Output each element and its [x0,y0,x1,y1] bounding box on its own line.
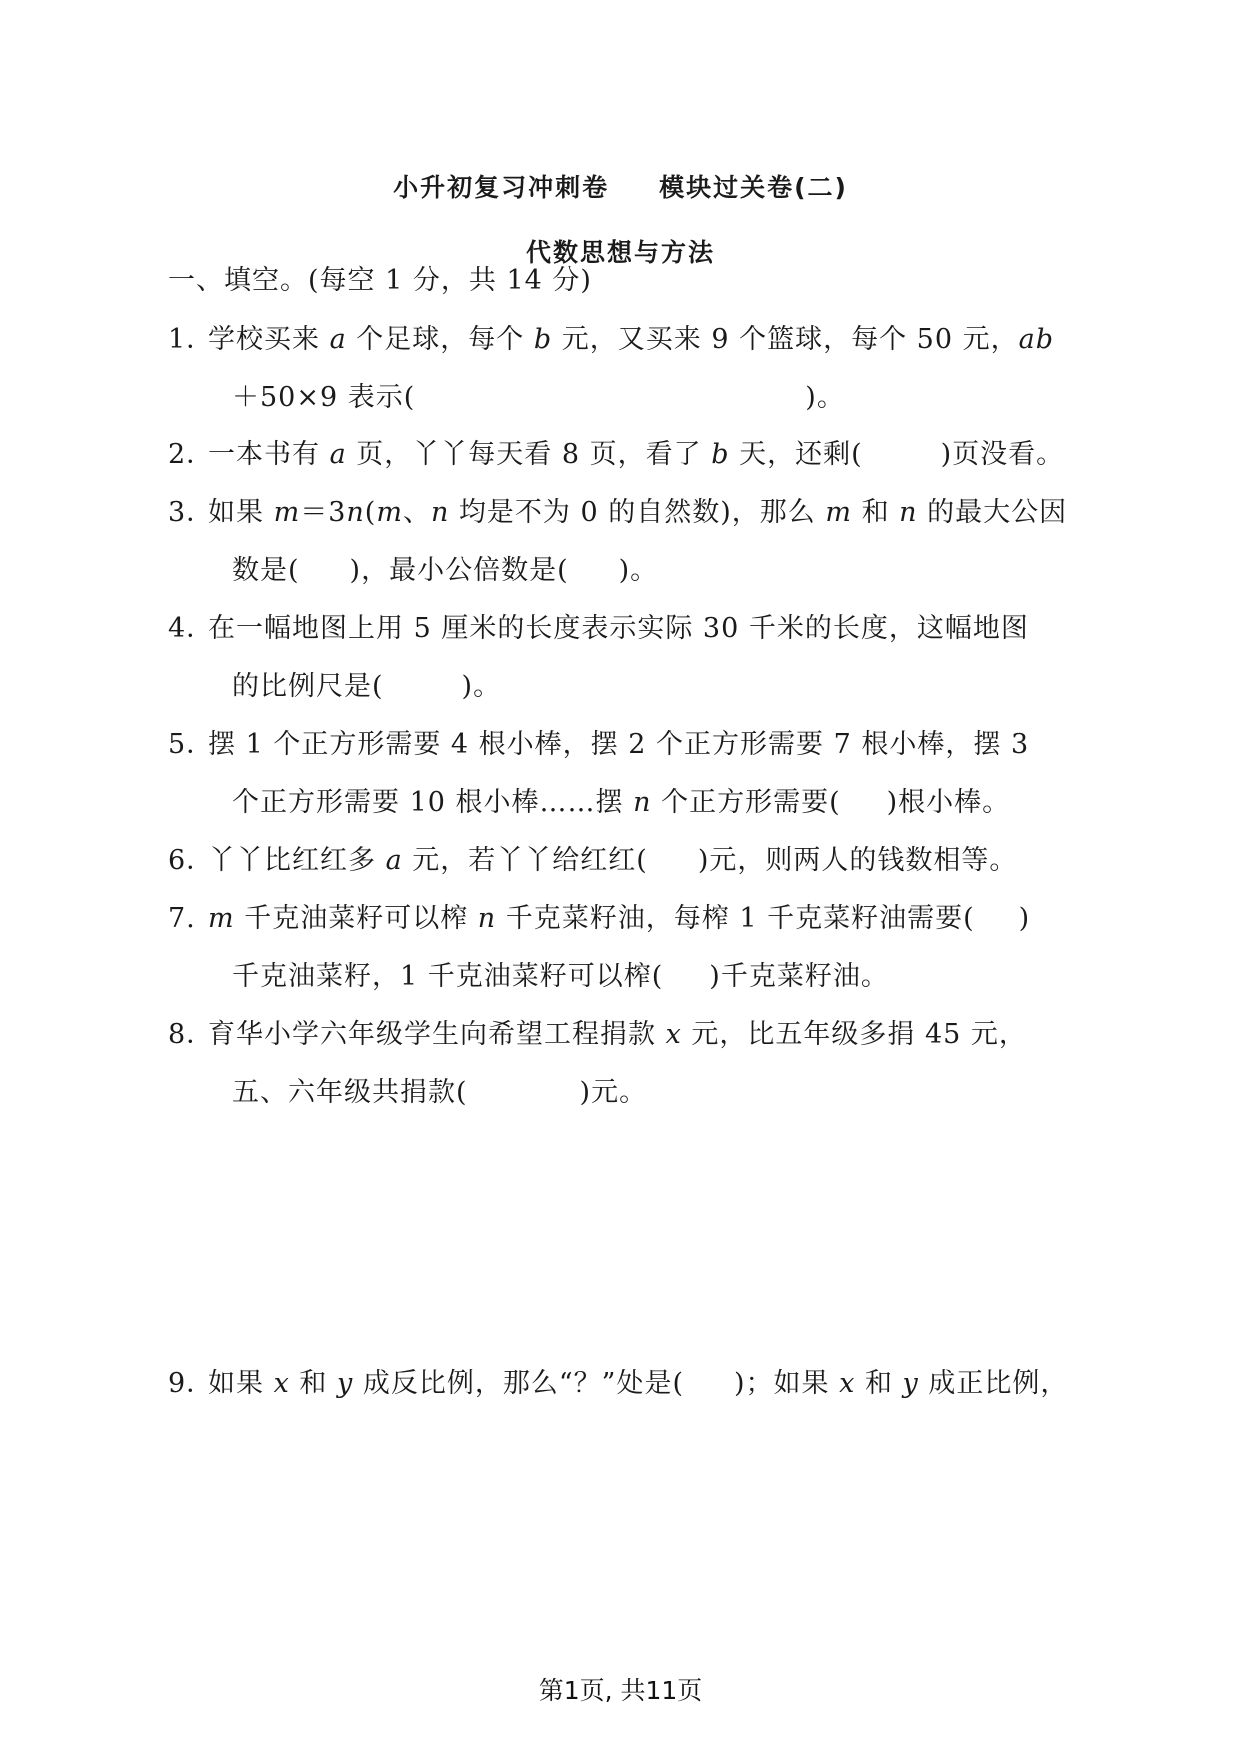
question-5-line-1: 5．摆 1 个正方形需要 4 根小棒，摆 2 个正方形需要 7 根小棒，摆 3 [168,727,1029,763]
question-number: 8． [168,1019,215,1050]
question-number: 7. [168,903,196,934]
title-part2: 模块过关卷(二) [659,173,848,202]
question-number: 3． [168,497,215,528]
section-heading: 一、填空。(每空 1 分，共 14 分) [168,265,592,296]
question-number: 6． [168,845,215,876]
question-4-line-1: 4．在一幅地图上用 5 厘米的长度表示实际 30 千米的长度，这幅地图 [168,611,1029,647]
page-subtitle: 代数思想与方法 [525,238,715,267]
question-8-line-2: 五、六年级共捐款( )元。 [232,1077,648,1108]
question-1-line-2: ＋50×9 表示( )。 [232,382,845,413]
page-title [0,168,1241,204]
question-3-line-2: 数是( )，最小公倍数是( )。 [232,555,659,586]
question-7-line-1: 7. m 千克油菜籽可以榨 n 千克菜籽油，每榨 1 千克菜籽油需要( ) [168,901,1030,937]
question-6-line-1: 6．丫丫比红红多 a 元，若丫丫给红红( )元，则两人的钱数相等。 [168,843,1017,879]
question-8-line-1: 8．育华小学六年级学生向希望工程捐款 x 元，比五年级多捐 45 元， [168,1017,1027,1053]
question-2-line-1: 2．一本书有 a 页，丫丫每天看 8 页，看了 b 天，还剩( )页没看。 [168,437,1064,473]
question-7-line-2: 千克油菜籽，1 千克油菜籽可以榨( )千克菜籽油。 [232,961,889,992]
question-number: 9． [168,1368,215,1399]
question-4-line-2: 的比例尺是( )。 [232,671,502,702]
question-3-line-1: 3．如果 m＝3n(m、n 均是不为 0 的自然数)，那么 m 和 n 的最大公因 [168,495,1067,531]
question-1-line-1: 1．学校买来 a 个足球，每个 b 元，又买来 9 个篮球，每个 50 元，ab [168,322,1054,358]
question-9-line-1: 9．如果 x 和 y 成反比例，那么“？”处是( )；如果 x 和 y 成正比例， [168,1366,1068,1402]
question-number: 1． [168,324,215,355]
page-number: 第1页, 共11页 [538,1676,703,1705]
question-number: 5． [168,729,215,760]
question-number: 2． [168,439,215,470]
title-part1: 小升初复习冲刺卷 [393,173,610,202]
question-5-line-2: 个正方形需要 10 根小棒……摆 n 个正方形需要( )根小棒。 [232,787,1011,818]
question-number: 4． [168,613,215,644]
